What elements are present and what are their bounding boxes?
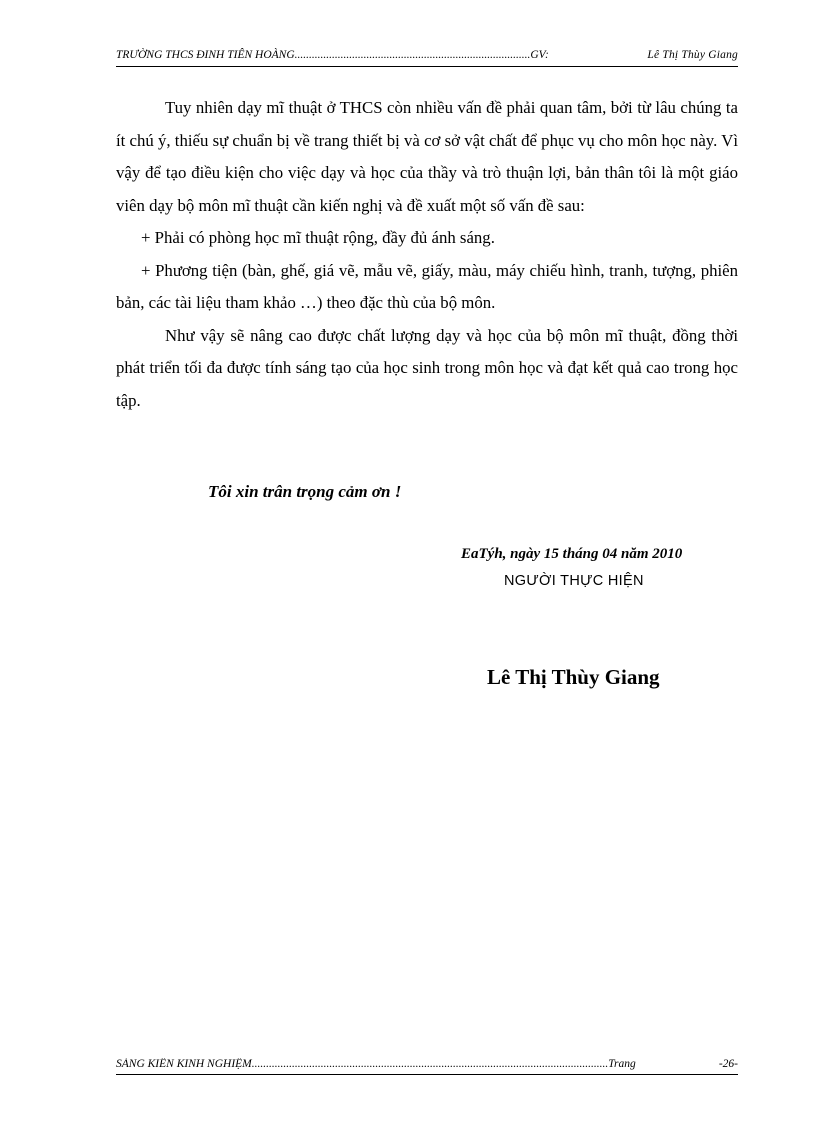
footer-title: SÁNG KIẾN KINH NGHIỆM............................................................................................................................Trang [116, 1058, 636, 1070]
signer-name: Lê Thị Thùy Giang [487, 665, 660, 689]
date-line: EaTýh, ngày 15 tháng 04 năm 2010 [461, 546, 683, 562]
header-teacher-name: Lê Thị Thùy Giang [647, 49, 738, 61]
signer-role: NGƯỜI THỰC HIỆN [504, 573, 644, 589]
paragraph-intro: Tuy nhiên dạy mĩ thuật ở THCS còn nhiều vấn đề phải quan tâm, bởi từ lâu chúng ta ít chú ý, thiếu sự chuẩn bị về trang thiết bị và cơ sở vật chất để phục vụ cho môn học này. Vì vậy để tạo điều kiện cho việc dạy và học của thầy và trò thuận lợi, bản thân tôi là một giáo viên dạy bộ môn mĩ thuật cần kiến nghị và đề xuất một số vấn đề sau: [116, 98, 738, 215]
page-number: -26- [718, 1058, 738, 1070]
page-header [116, 48, 738, 67]
document-body [116, 92, 738, 417]
bullet-equipment: + Phương tiện (bàn, ghế, giá vẽ, mẫu vẽ, giấy, màu, máy chiếu hình, tranh, tượng, phiên bản, các tài liệu tham khảo …) theo đặc thù của bộ môn. [116, 260, 738, 312]
bullet-classroom: + Phải có phòng học mĩ thuật rộng, đầy đủ ánh sáng. [141, 228, 495, 247]
page-footer [116, 1058, 738, 1075]
paragraph-conclusion: Như vậy sẽ nâng cao được chất lượng dạy và học của bộ môn mĩ thuật, đồng thời phát triển tối đa được tính sáng tạo của học sinh trong môn học và đạt kết quả cao trong học tập. [116, 325, 738, 410]
thanks-line: Tôi xin trân trọng cảm ơn ! [208, 482, 402, 501]
header-school-label: TRƯỜNG THCS ĐINH TIÊN HOÀNG..................................................................................GV: [116, 49, 549, 61]
